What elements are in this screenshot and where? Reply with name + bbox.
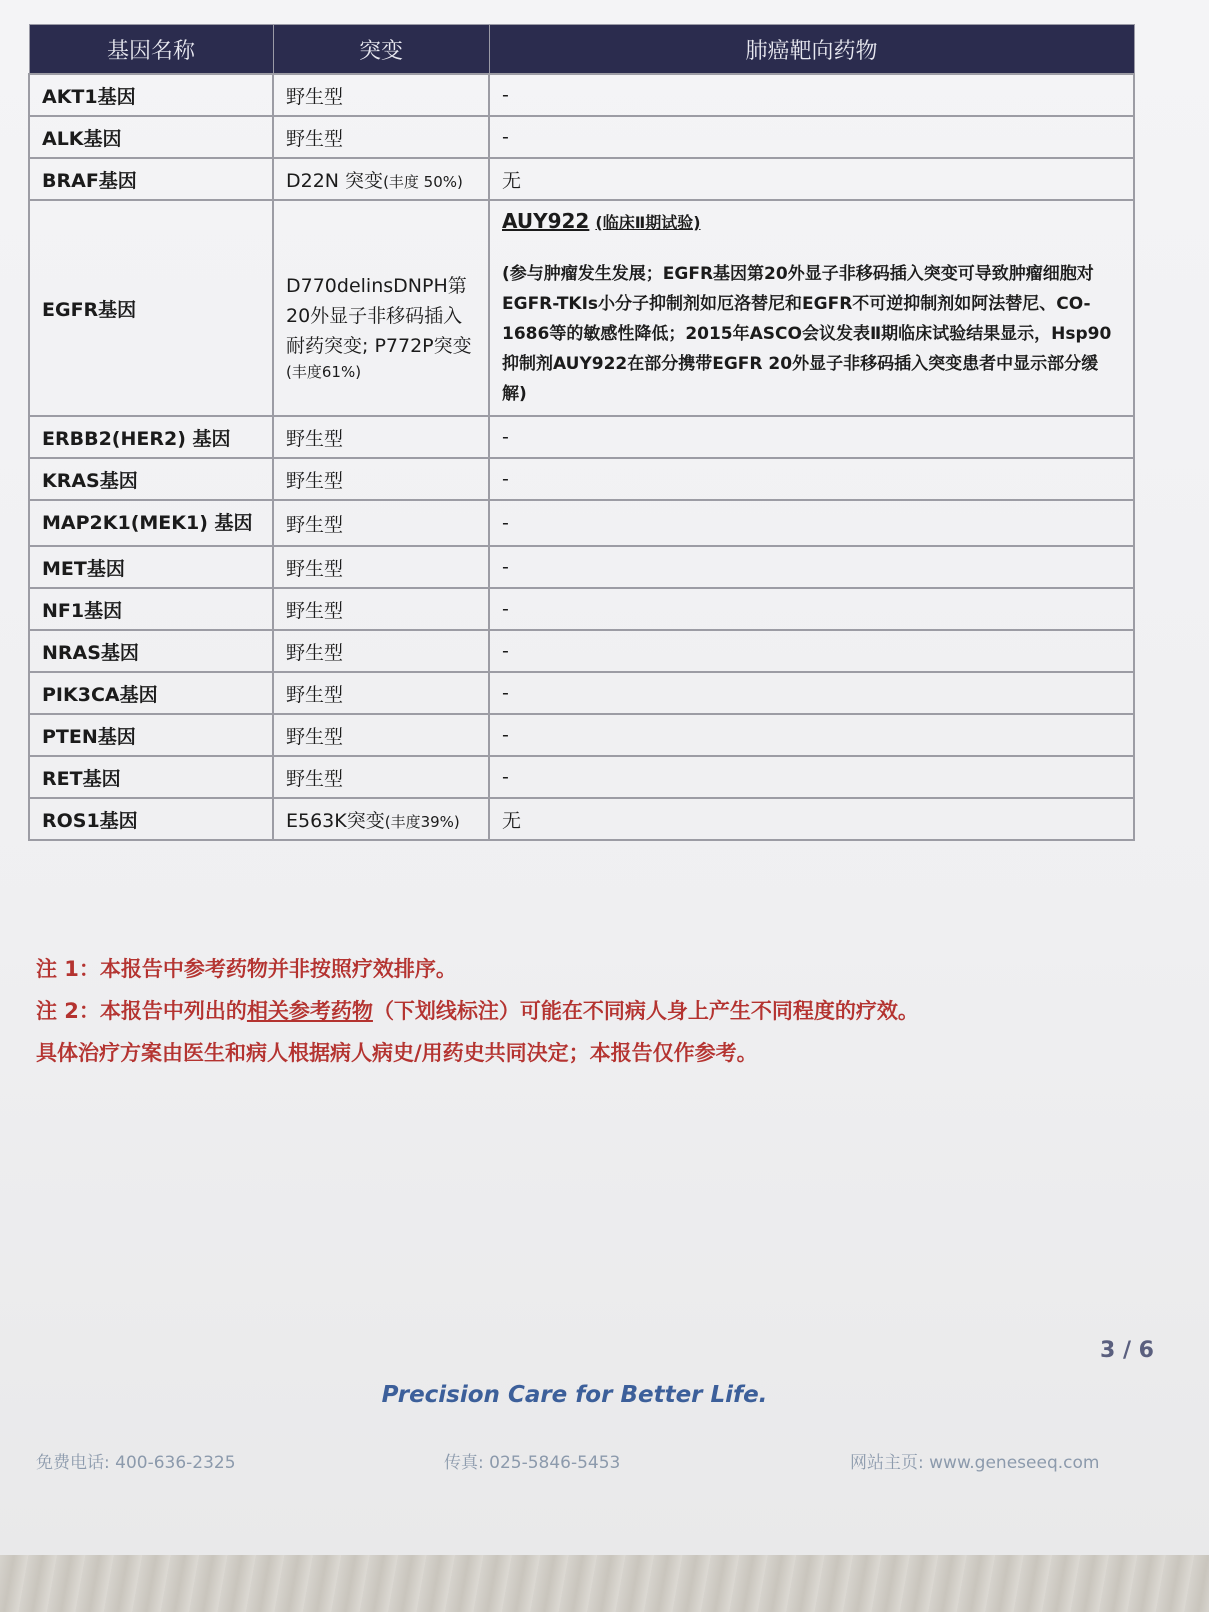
gene-cell: RET基因 <box>29 756 273 798</box>
drug-cell: 无 <box>489 798 1134 840</box>
gene-cell: MET基因 <box>29 546 273 588</box>
mutation-cell: 野生型 <box>273 546 489 588</box>
drug-cell: - <box>489 74 1134 116</box>
gene-cell: AKT1基因 <box>29 74 273 116</box>
table-row <box>29 798 1134 840</box>
note-2-underlined: 相关参考药物 <box>246 999 373 1023</box>
header-targeted-drug: 肺癌靶向药物 <box>489 25 1134 75</box>
drug-cell: - <box>489 458 1134 500</box>
mutation-cell <box>273 158 489 200</box>
table-row <box>29 158 1134 200</box>
mutation-cell <box>273 200 489 416</box>
gene-cell: BRAF基因 <box>29 158 273 200</box>
gene-cell: KRAS基因 <box>29 458 273 500</box>
table-row <box>29 74 1134 116</box>
table-row-egfr <box>29 200 1134 416</box>
mutation-frequency: (丰度39%) <box>384 812 460 831</box>
mutation-cell: 野生型 <box>273 756 489 798</box>
report-notes <box>36 948 1156 1074</box>
note-1: 注 1：本报告中参考药物并非按照疗效排序。 <box>36 957 457 981</box>
drug-name: AUY922 <box>502 209 590 233</box>
table-row <box>29 458 1134 500</box>
gene-cell: ALK基因 <box>29 116 273 158</box>
footer-fax: 传真: 025-5846-5453 <box>444 1453 621 1473</box>
mutation-cell: 野生型 <box>273 416 489 458</box>
drug-cell: - <box>489 116 1134 158</box>
gene-cell: NF1基因 <box>29 588 273 630</box>
mutation-text: D22N 突变 <box>286 169 384 192</box>
drug-trial-phase: (临床Ⅱ期试验) <box>595 213 701 232</box>
mutation-cell: 野生型 <box>273 74 489 116</box>
gene-cell: PIK3CA基因 <box>29 672 273 714</box>
background-fabric <box>0 1555 1209 1612</box>
note-2 <box>36 990 1156 1032</box>
table-row <box>29 756 1134 798</box>
drug-cell: 无 <box>489 158 1134 200</box>
footer-website: 网站主页: www.geneseeq.com <box>850 1453 1100 1473</box>
header-mutation: 突变 <box>273 25 489 75</box>
mutation-cell: 野生型 <box>273 500 489 546</box>
table-row <box>29 500 1134 546</box>
mutation-cell: 野生型 <box>273 714 489 756</box>
table-row <box>29 714 1134 756</box>
table-header-row <box>29 25 1134 75</box>
table-row <box>29 116 1134 158</box>
header-gene-name: 基因名称 <box>29 25 273 75</box>
gene-mutation-table <box>28 24 1135 841</box>
table-row <box>29 588 1134 630</box>
gene-cell: MAP2K1(MEK1) 基因 <box>29 500 273 546</box>
page-number: 3 / 6 <box>1100 1338 1154 1363</box>
mutation-cell <box>273 798 489 840</box>
mutation-cell: 野生型 <box>273 630 489 672</box>
footer-phone: 免费电话: 400-636-2325 <box>36 1453 236 1473</box>
table-row <box>29 630 1134 672</box>
table-row <box>29 416 1134 458</box>
drug-cell: - <box>489 630 1134 672</box>
drug-cell: - <box>489 416 1134 458</box>
drug-cell: - <box>489 588 1134 630</box>
drug-description: (参与肿瘤发生发展；EGFR基因第20外显子非移码插入突变可导致肿瘤细胞对EGFR-TKIs小分子抑制剂如厄洛替尼和EGFR不可逆抑制剂如阿法替尼、CO-1686等的敏感性降低；2015年ASCO会议发表Ⅱ期临床试验结果显示，Hsp90抑制剂AUY922在部分携带EGFR 20外显子非移码插入突变患者中显示部分缓解) <box>502 264 1112 404</box>
table-row <box>29 672 1134 714</box>
gene-cell: ROS1基因 <box>29 798 273 840</box>
mutation-frequency: (丰度61%) <box>286 362 362 381</box>
gene-cell: EGFR基因 <box>29 200 273 416</box>
mutation-cell: 野生型 <box>273 116 489 158</box>
mutation-text: D770delinsDNPH第20外显子非移码插入耐药突变; P772P突变 <box>286 274 472 357</box>
note-2-prefix: 注 2：本报告中列出的 <box>36 999 247 1023</box>
drug-cell: - <box>489 714 1134 756</box>
mutation-cell: 野生型 <box>273 588 489 630</box>
mutation-text: E563K突变 <box>286 809 385 832</box>
table-row <box>29 546 1134 588</box>
gene-cell: PTEN基因 <box>29 714 273 756</box>
note-3: 具体治疗方案由医生和病人根据病人病史/用药史共同决定；本报告仅作参考。 <box>36 1041 758 1065</box>
gene-cell: ERBB2(HER2) 基因 <box>29 416 273 458</box>
drug-cell: - <box>489 500 1134 546</box>
drug-cell: - <box>489 546 1134 588</box>
mutation-cell: 野生型 <box>273 672 489 714</box>
slogan: Precision Care for Better Life. <box>381 1382 768 1408</box>
gene-cell: NRAS基因 <box>29 630 273 672</box>
mutation-frequency: (丰度 50%) <box>383 172 463 191</box>
drug-cell <box>489 200 1134 416</box>
note-2-suffix: （下划线标注）可能在不同病人身上产生不同程度的疗效。 <box>372 999 919 1023</box>
drug-cell: - <box>489 756 1134 798</box>
mutation-cell: 野生型 <box>273 458 489 500</box>
drug-cell: - <box>489 672 1134 714</box>
